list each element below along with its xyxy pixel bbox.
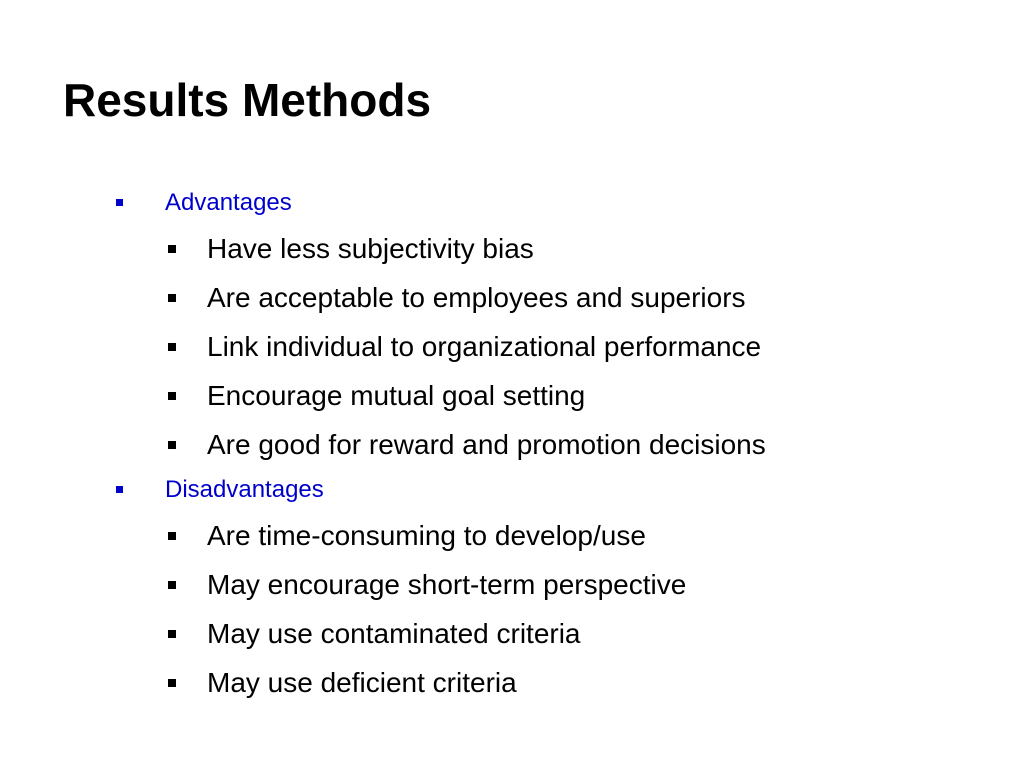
section-heading-advantages: Advantages	[165, 189, 292, 216]
list-item	[0, 568, 1024, 604]
list-item-text: Are good for reward and promotion decisions	[207, 429, 766, 460]
list-item	[0, 428, 1024, 464]
list-item-text: May use contaminated criteria	[207, 618, 581, 649]
list-item	[0, 519, 1024, 555]
square-bullet-icon	[168, 343, 176, 351]
list-item	[0, 330, 1024, 366]
list-item	[0, 617, 1024, 653]
square-bullet-icon	[168, 245, 176, 253]
square-bullet-icon	[168, 294, 176, 302]
section-heading-disadvantages: Disadvantages	[165, 476, 324, 503]
list-item-text: Link individual to organizational performance	[207, 331, 762, 362]
list-item-text: Are acceptable to employees and superiors	[207, 282, 746, 313]
square-bullet-icon	[168, 392, 176, 400]
square-bullet-icon	[168, 441, 176, 449]
square-bullet-icon	[116, 199, 123, 206]
square-bullet-icon	[168, 679, 176, 687]
square-bullet-icon	[168, 532, 176, 540]
square-bullet-icon	[168, 581, 176, 589]
list-item	[0, 232, 1024, 268]
list-item-text: Have less subjectivity bias	[207, 233, 534, 264]
square-bullet-icon	[168, 630, 176, 638]
square-bullet-icon	[116, 486, 123, 493]
list-item-text: Encourage mutual goal setting	[207, 380, 586, 411]
list-item-text: May encourage short-term perspective	[207, 569, 687, 600]
list-item-text: May use deficient criteria	[207, 667, 517, 698]
list-item-text: Are time-consuming to develop/use	[207, 520, 646, 551]
section-disadvantages	[0, 475, 1024, 505]
slide-title: Results Methods	[63, 74, 432, 126]
list-item	[0, 379, 1024, 415]
section-advantages	[0, 188, 1024, 218]
list-item	[0, 666, 1024, 702]
list-item	[0, 281, 1024, 317]
